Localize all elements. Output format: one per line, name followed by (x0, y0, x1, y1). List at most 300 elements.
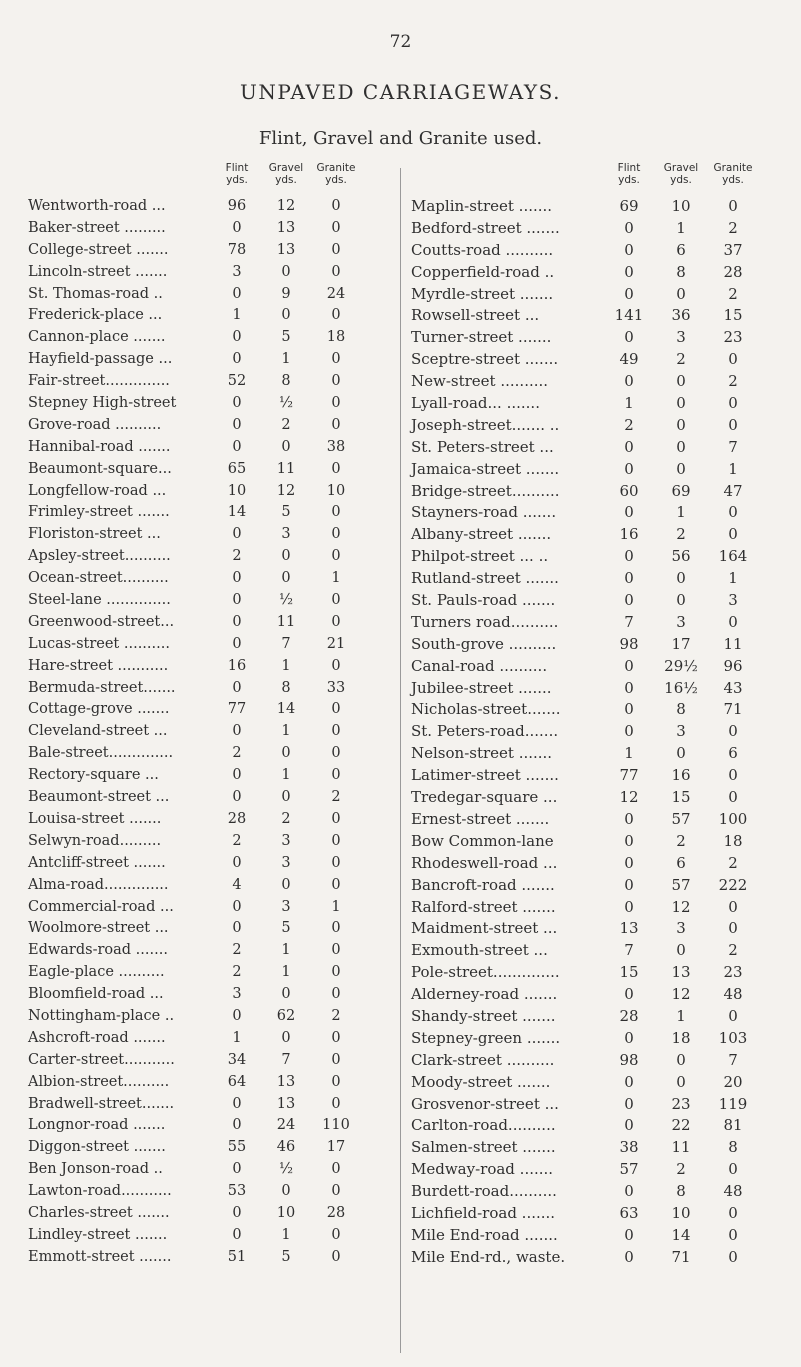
street-name: Emmott-street ....... (28, 1248, 172, 1265)
gravel-value: 1 (281, 351, 291, 368)
granite-value: 0 (331, 526, 341, 543)
granite-value: 24 (326, 285, 346, 302)
gravel-value: 0 (281, 745, 291, 762)
granite-value: 28 (326, 1204, 346, 1221)
gravel-value: 0 (676, 941, 686, 960)
granite-value: 0 (331, 1248, 341, 1265)
flint-value: 1 (232, 307, 242, 324)
gravel-value: 46 (276, 1139, 296, 1156)
flint-value: 3 (232, 986, 242, 1003)
flint-value: 2 (232, 832, 242, 849)
street-name: Albion-street.......... (28, 1073, 170, 1090)
table-row (411, 546, 781, 568)
street-name: Mile End-rd., waste. (411, 1247, 566, 1266)
gravel-value: 2 (281, 810, 291, 827)
granite-value: 0 (331, 241, 341, 258)
street-name: St. Peters-road....... (411, 722, 559, 741)
gravel-value: 2 (281, 416, 291, 433)
table-row (411, 1094, 781, 1116)
flint-value: 57 (619, 1160, 639, 1179)
street-name: Charles-street ....... (28, 1204, 170, 1221)
granite-value: 18 (326, 329, 346, 346)
street-name: Bloomfield-road ... (28, 986, 164, 1003)
street-name: Alma-road.............. (28, 876, 169, 893)
gravel-header: Gravel yds. (268, 162, 304, 186)
granite-value: 1 (331, 898, 341, 915)
flint-value: 0 (232, 570, 242, 587)
granite-value: 2 (728, 853, 738, 872)
gravel-value: 11 (671, 1138, 691, 1157)
flint-value: 0 (232, 592, 242, 609)
flint-value: 0 (232, 1226, 242, 1243)
gravel-value: 0 (281, 570, 291, 587)
gravel-value: 8 (676, 700, 686, 719)
street-name: Fair-street.............. (28, 373, 170, 390)
gravel-value: 2 (676, 1160, 686, 1179)
gravel-value: ½ (278, 395, 294, 412)
flint-value: 0 (232, 219, 242, 236)
flint-value: 1 (624, 394, 634, 413)
granite-value: 0 (331, 198, 341, 214)
street-name: Longnor-road ....... (28, 1117, 166, 1134)
flint-value: 60 (619, 481, 639, 500)
gravel-value: 3 (676, 919, 686, 938)
street-name: Shandy-street ....... (411, 1006, 556, 1025)
street-name: Eagle-place .......... (28, 964, 165, 981)
granite-value: 23 (723, 328, 743, 347)
granite-value: 0 (331, 1226, 341, 1243)
table-row (411, 349, 781, 371)
table-row (28, 568, 403, 590)
gravel-value: 8 (676, 1182, 686, 1201)
flint-value: 2 (232, 964, 242, 981)
gravel-value: 0 (676, 415, 686, 434)
table-row (28, 612, 403, 634)
flint-value: 53 (227, 1183, 247, 1200)
granite-value: 17 (326, 1139, 346, 1156)
table-row (411, 502, 781, 524)
street-name: New-street .......... (411, 372, 549, 391)
granite-value: 0 (728, 415, 738, 434)
table-row (411, 1159, 781, 1181)
table-row (28, 1247, 403, 1269)
table-row (28, 634, 403, 656)
flint-value: 0 (624, 547, 634, 566)
gravel-value: 0 (281, 1183, 291, 1200)
flint-value: 0 (232, 854, 242, 871)
gravel-value: 3 (676, 612, 686, 631)
gravel-value: 56 (671, 547, 691, 566)
street-name: Ashcroft-road ....... (28, 1029, 166, 1046)
granite-value: 47 (723, 481, 743, 500)
flint-header: Flint yds. (225, 162, 249, 186)
table-row (411, 1181, 781, 1203)
granite-value: 71 (723, 700, 743, 719)
street-name: Ralford-street ....... (411, 897, 556, 916)
table-row (411, 962, 781, 984)
gravel-value: 13 (276, 1095, 296, 1112)
street-name: Joseph-street....... .. (411, 415, 560, 434)
table-row (28, 962, 403, 984)
gravel-value: 13 (276, 219, 296, 236)
table-row (28, 721, 403, 743)
street-name: Hare-street ........... (28, 657, 169, 674)
granite-value: 0 (331, 832, 341, 849)
flint-value: 0 (232, 1007, 242, 1024)
flint-value: 15 (619, 963, 639, 982)
street-name: Lucas-street .......... (28, 635, 170, 652)
flint-value: 0 (624, 831, 634, 850)
table-row (28, 481, 403, 503)
granite-value: 23 (723, 963, 743, 982)
granite-value: 100 (718, 809, 748, 828)
granite-value: 18 (723, 831, 743, 850)
street-name: Steel-lane .............. (28, 592, 171, 609)
flint-value: 0 (624, 1247, 634, 1266)
flint-value: 0 (624, 985, 634, 1004)
gravel-value: 14 (276, 701, 296, 718)
street-name: Tredegar-square ... (411, 788, 558, 807)
table-row (28, 196, 403, 218)
granite-value: 2 (728, 372, 738, 391)
street-name: Exmouth-street ... (411, 941, 548, 960)
granite-value: 15 (723, 306, 743, 325)
gravel-value: 3 (676, 328, 686, 347)
flint-value: 1 (624, 744, 634, 763)
granite-value: 28 (723, 262, 743, 281)
flint-value: 2 (232, 548, 242, 565)
table-row (411, 634, 781, 656)
flint-value: 77 (227, 701, 247, 718)
granite-value: 0 (331, 810, 341, 827)
street-name: St. Peters-street ... (411, 437, 554, 456)
flint-value: 0 (232, 767, 242, 784)
flint-value: 0 (232, 898, 242, 915)
street-name: Greenwood-street... (28, 613, 175, 630)
left-table (28, 162, 403, 1269)
street-name: Apsley-street.......... (28, 548, 171, 565)
gravel-value: 5 (281, 920, 291, 937)
street-name: Rectory-square ... (28, 767, 159, 784)
street-name: Louisa-street ....... (28, 810, 162, 827)
gravel-value: 29½ (664, 656, 698, 675)
granite-value: 0 (331, 351, 341, 368)
granite-value: 43 (723, 678, 743, 697)
table-row (28, 940, 403, 962)
flint-value: 16 (227, 657, 247, 674)
left-table-header (28, 162, 403, 196)
granite-value: 0 (728, 897, 738, 916)
table-row (411, 481, 781, 503)
gravel-value: 13 (276, 1073, 296, 1090)
gravel-value: 0 (676, 372, 686, 391)
gravel-value: 8 (281, 373, 291, 390)
table-row (411, 1115, 781, 1137)
granite-value: 0 (331, 416, 341, 433)
granite-value: 164 (718, 547, 748, 566)
street-name: Myrdle-street ....... (411, 284, 554, 303)
flint-value: 0 (232, 351, 242, 368)
flint-value: 49 (619, 350, 639, 369)
flint-value: 0 (624, 569, 634, 588)
table-row (411, 415, 781, 437)
granite-value: 0 (331, 1183, 341, 1200)
granite-value: 0 (728, 503, 738, 522)
street-name: St. Thomas-road .. (28, 285, 163, 302)
granite-value: 0 (331, 504, 341, 521)
table-row (28, 853, 403, 875)
gravel-value: 2 (676, 350, 686, 369)
gravel-value: 0 (676, 1072, 686, 1091)
flint-value: 0 (624, 700, 634, 719)
flint-value: 0 (624, 459, 634, 478)
table-row (411, 765, 781, 787)
street-name: Lichfield-road ....... (411, 1203, 556, 1222)
street-name: Latimer-street ....... (411, 766, 559, 785)
flint-value: 51 (227, 1248, 247, 1265)
street-name: Stayners-road ....... (411, 503, 557, 522)
granite-value: 0 (728, 1247, 738, 1266)
street-name: Rowsell-street ... (411, 306, 540, 325)
flint-value: 0 (624, 437, 634, 456)
table-row (28, 897, 403, 919)
gravel-value: 5 (281, 329, 291, 346)
granite-value: 10 (326, 482, 346, 499)
gravel-value: 3 (281, 854, 291, 871)
granite-value: 0 (331, 613, 341, 630)
gravel-value: 8 (281, 679, 291, 696)
gravel-value: 24 (276, 1117, 296, 1134)
flint-value: 141 (614, 306, 644, 325)
street-name: Wentworth-road ... (28, 198, 166, 214)
gravel-value: 3 (676, 722, 686, 741)
table-row (28, 349, 403, 371)
street-name: Nicholas-street....... (411, 700, 561, 719)
table-row (28, 546, 403, 568)
street-name: Hayfield-passage ... (28, 351, 173, 368)
flint-value: 16 (619, 525, 639, 544)
gravel-value: 13 (671, 963, 691, 982)
flint-value: 0 (232, 723, 242, 740)
street-name: Canal-road .......... (411, 656, 548, 675)
page-title: UNPAVED CARRIAGEWAYS. (240, 80, 561, 104)
table-row (28, 809, 403, 831)
gravel-value: 10 (671, 197, 691, 215)
granite-value: 6 (728, 744, 738, 763)
granite-value: 11 (723, 634, 743, 653)
table-row (411, 1006, 781, 1028)
granite-value: 1 (331, 570, 341, 587)
flint-value: 0 (232, 1161, 242, 1178)
flint-value: 4 (232, 876, 242, 893)
granite-value: 7 (728, 437, 738, 456)
flint-value: 1 (232, 1029, 242, 1046)
flint-value: 14 (227, 504, 247, 521)
street-name: Bridge-street.......... (411, 481, 560, 500)
granite-value: 0 (331, 592, 341, 609)
flint-value: 0 (232, 1117, 242, 1134)
gravel-value: ½ (278, 592, 294, 609)
table-row (28, 656, 403, 678)
table-row (411, 831, 781, 853)
granite-value: 0 (728, 350, 738, 369)
gravel-value: 1 (281, 942, 291, 959)
street-name: Albany-street ....... (411, 525, 552, 544)
flint-value: 0 (232, 635, 242, 652)
gravel-value: 23 (671, 1094, 691, 1113)
granite-value: 8 (728, 1138, 738, 1157)
flint-value: 0 (232, 613, 242, 630)
gravel-value: 36 (671, 306, 691, 325)
gravel-value: 13 (276, 241, 296, 258)
granite-value: 0 (331, 701, 341, 718)
granite-value: 0 (728, 394, 738, 413)
flint-value: 0 (624, 1225, 634, 1244)
gravel-value: 0 (676, 569, 686, 588)
table-row (28, 831, 403, 853)
gravel-value: 7 (281, 1051, 291, 1068)
table-row (411, 240, 781, 262)
table-row (28, 1159, 403, 1181)
granite-value: 0 (331, 263, 341, 280)
table-row (411, 437, 781, 459)
table-row (28, 1137, 403, 1159)
table-row (28, 240, 403, 262)
table-row (28, 502, 403, 524)
street-name: Ernest-street ....... (411, 809, 550, 828)
gravel-value: 0 (281, 548, 291, 565)
table-row (28, 699, 403, 721)
table-row (411, 918, 781, 940)
flint-value: 63 (619, 1203, 639, 1222)
flint-value: 78 (227, 241, 247, 258)
table-row (28, 305, 403, 327)
flint-value: 0 (232, 329, 242, 346)
street-name: Commercial-road ... (28, 898, 174, 915)
table-row (411, 721, 781, 743)
street-name: Carter-street........... (28, 1051, 175, 1068)
granite-value: 0 (331, 1051, 341, 1068)
street-name: Copperfield-road .. (411, 262, 555, 281)
table-row (411, 787, 781, 809)
street-name: Selwyn-road......... (28, 832, 162, 849)
table-row (411, 875, 781, 897)
gravel-value: 57 (671, 875, 691, 894)
table-row (28, 1050, 403, 1072)
gravel-value: 1 (676, 218, 686, 237)
gravel-value: 18 (671, 1028, 691, 1047)
street-name: Maidment-street ... (411, 919, 558, 938)
flint-value: 0 (624, 218, 634, 237)
gravel-value: 11 (276, 460, 296, 477)
street-name: Cannon-place ....... (28, 329, 166, 346)
gravel-value: 8 (676, 262, 686, 281)
street-name: Jamaica-street ....... (411, 459, 560, 478)
gravel-value: 3 (281, 526, 291, 543)
street-name: Lyall-road... ....... (411, 394, 540, 413)
table-row (28, 590, 403, 612)
table-row (411, 327, 781, 349)
granite-value: 110 (322, 1117, 350, 1134)
granite-value: 0 (728, 612, 738, 631)
street-name: Cleveland-street ... (28, 723, 168, 740)
granite-value: 119 (718, 1094, 748, 1113)
table-row (411, 940, 781, 962)
flint-value: 64 (227, 1073, 247, 1090)
table-row (28, 1072, 403, 1094)
street-name: Bow Common-lane (411, 831, 554, 850)
gravel-value: 10 (276, 1204, 296, 1221)
granite-value: 48 (723, 985, 743, 1004)
street-name: Frederick-place ... (28, 307, 163, 324)
street-name: Bancroft-road ....... (411, 875, 555, 894)
granite-value: 2 (728, 941, 738, 960)
street-name: Grove-road .......... (28, 416, 162, 433)
gravel-value: 3 (281, 832, 291, 849)
flint-value: 12 (619, 788, 639, 807)
table-row (28, 415, 403, 437)
flint-value: 7 (624, 612, 634, 631)
flint-value: 13 (619, 919, 639, 938)
flint-value: 0 (624, 678, 634, 697)
table-row (28, 765, 403, 787)
table-row (411, 1225, 781, 1247)
flint-value: 0 (232, 395, 242, 412)
granite-value: 0 (331, 548, 341, 565)
flint-value: 77 (619, 766, 639, 785)
street-name: Clark-street .......... (411, 1050, 555, 1069)
granite-value: 0 (728, 788, 738, 807)
table-row (411, 524, 781, 546)
gravel-value: 0 (281, 789, 291, 806)
page-number: 72 (389, 32, 412, 52)
gravel-value: 0 (676, 744, 686, 763)
gravel-value: 1 (281, 657, 291, 674)
flint-value: 0 (624, 809, 634, 828)
flint-value: 0 (232, 416, 242, 433)
gravel-value: 1 (676, 503, 686, 522)
right-table-body (411, 196, 781, 1269)
flint-value: 0 (232, 526, 242, 543)
granite-value: 2 (728, 284, 738, 303)
gravel-header: Gravel yds. (663, 162, 699, 186)
street-name: Carlton-road.......... (411, 1116, 556, 1135)
gravel-value: 0 (281, 263, 291, 280)
granite-value: 103 (718, 1028, 748, 1047)
flint-value: 69 (619, 197, 639, 215)
street-name: Lawton-road........... (28, 1183, 172, 1200)
street-name: Stepney-green ....... (411, 1028, 561, 1047)
granite-value: 0 (331, 876, 341, 893)
granite-value: 0 (331, 964, 341, 981)
street-name: Longfellow-road ... (28, 482, 167, 499)
flint-value: 0 (232, 1095, 242, 1112)
gravel-value: 0 (676, 1050, 686, 1069)
granite-value: 0 (728, 1160, 738, 1179)
table-row (28, 284, 403, 306)
gravel-value: 2 (676, 525, 686, 544)
flint-value: 52 (227, 373, 247, 390)
flint-value: 0 (232, 679, 242, 696)
granite-value: 0 (728, 1006, 738, 1025)
gravel-value: 5 (281, 1248, 291, 1265)
flint-value: 2 (232, 745, 242, 762)
granite-value: 0 (728, 766, 738, 785)
table-row (28, 262, 403, 284)
granite-value: 0 (331, 920, 341, 937)
street-name: Salmen-street ....... (411, 1138, 556, 1157)
gravel-value: 9 (281, 285, 291, 302)
